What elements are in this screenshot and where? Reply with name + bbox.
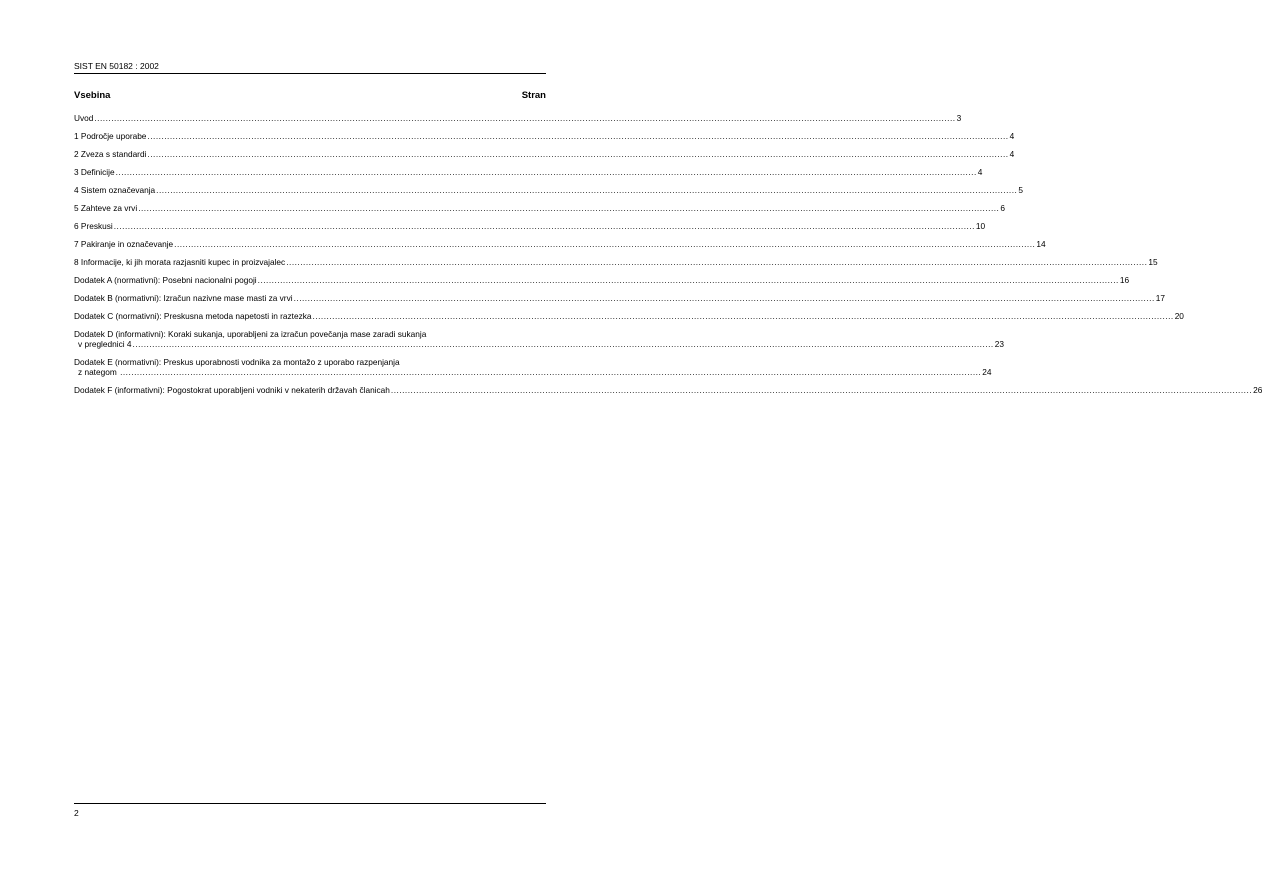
toc-entry-page: 4 (1009, 131, 1015, 141)
document-id: SIST EN 50182 : 2002 (74, 61, 159, 71)
toc-entry-page: 23 (994, 339, 1004, 349)
toc-entry-page: 20 (1174, 311, 1184, 321)
toc-entry[interactable] (74, 311, 1184, 321)
toc-entry-text: 3 Definicije (74, 167, 115, 177)
toc-entry-text: Dodatek A (normativni): Posebni nacionalni pogoji (74, 275, 257, 285)
toc-leader-dots (114, 221, 975, 231)
toc-leader-dots (116, 167, 977, 177)
toc-entry[interactable] (74, 203, 1005, 213)
toc-entry-text: Dodatek F (informativni): Pogostokrat uporabljeni vodniki v nekaterih državah članicah (74, 385, 390, 395)
toc-entry-text: 5 Zahteve za vrvi (74, 203, 138, 213)
toc-entry-page: 14 (1036, 239, 1046, 249)
toc-entry-page: 5 (1018, 185, 1023, 195)
toc-leader-dots (174, 239, 1035, 249)
toc-entry[interactable] (74, 149, 1015, 159)
toc-entry-page: 4 (977, 167, 983, 177)
toc-entry-text: z nategom (78, 367, 120, 377)
toc-leader-dots (294, 293, 1155, 303)
toc-entry-text: v preglednici 4 (78, 339, 132, 349)
toc-entry[interactable] (74, 239, 1046, 249)
toc-entry[interactable] (74, 357, 992, 377)
toc-entry[interactable] (74, 293, 1165, 303)
table-of-contents (74, 113, 1262, 403)
toc-entry-page: 3 (956, 113, 962, 123)
toc-leader-dots (313, 311, 1174, 321)
toc-leader-dots (94, 113, 955, 123)
toc-entry[interactable] (74, 185, 1023, 195)
toc-entry-text: 1 Področje uporabe (74, 131, 147, 141)
toc-entry-page: 4 (1009, 149, 1015, 159)
toc-entry-page: 15 (1148, 257, 1158, 267)
toc-heading (74, 90, 546, 101)
toc-entry-text-line1: Dodatek D (informativni): Koraki sukanja, uporabljeni za izračun povečanja mase zaradi sukanja (74, 329, 427, 339)
toc-entry-page: 17 (1155, 293, 1165, 303)
toc-leader-dots (133, 339, 994, 349)
toc-entry-text: 4 Sistem označevanja (74, 185, 156, 195)
footer-rule (74, 803, 546, 804)
toc-entry-page: 26 (1253, 385, 1262, 395)
toc-leader-dots (156, 185, 1017, 195)
toc-entry-text: 2 Zveza s standardi (74, 149, 147, 159)
toc-entry[interactable] (74, 275, 1130, 285)
toc-entry-text: 7 Pakiranje in označevanje (74, 239, 174, 249)
toc-leader-dots (258, 275, 1119, 285)
toc-entry-text: Uvod (74, 113, 94, 123)
toc-entry[interactable] (74, 167, 983, 177)
toc-entry-text: Dodatek B (normativni): Izračun nazivne mase masti za vrvi (74, 293, 293, 303)
toc-entry-page: 6 (1000, 203, 1005, 213)
toc-entry-text: Dodatek C (normativni): Preskusna metoda napetosti in raztezka (74, 311, 312, 321)
toc-leader-dots (147, 131, 1008, 141)
toc-title: Vsebina (74, 90, 111, 101)
toc-entry[interactable] (74, 257, 1158, 267)
toc-entry[interactable] (74, 113, 962, 123)
toc-entry[interactable] (74, 131, 1015, 141)
toc-leader-dots (391, 385, 1252, 395)
toc-entry-page: 16 (1119, 275, 1130, 285)
toc-entry-text: 6 Preskusi (74, 221, 113, 231)
toc-entry-page: 10 (975, 221, 986, 231)
toc-leader-dots (286, 257, 1147, 267)
toc-entry-page: 24 (982, 367, 992, 377)
toc-entry-text-line1: Dodatek E (normativni): Preskus uporabnosti vodnika za montažo z uporabo razpenjanja (74, 357, 400, 367)
toc-entry[interactable] (74, 385, 1262, 395)
header-rule (74, 73, 546, 74)
toc-entry-text: 8 Informacije, ki jih morata razjasniti kupec in proizvajalec (74, 257, 286, 267)
toc-entry[interactable] (74, 329, 1004, 349)
toc-leader-dots (138, 203, 999, 213)
toc-leader-dots (147, 149, 1008, 159)
toc-page-column-label: Stran (521, 90, 546, 101)
toc-entry[interactable] (74, 221, 986, 231)
toc-leader-dots (120, 367, 981, 377)
page-number: 2 (74, 808, 79, 818)
